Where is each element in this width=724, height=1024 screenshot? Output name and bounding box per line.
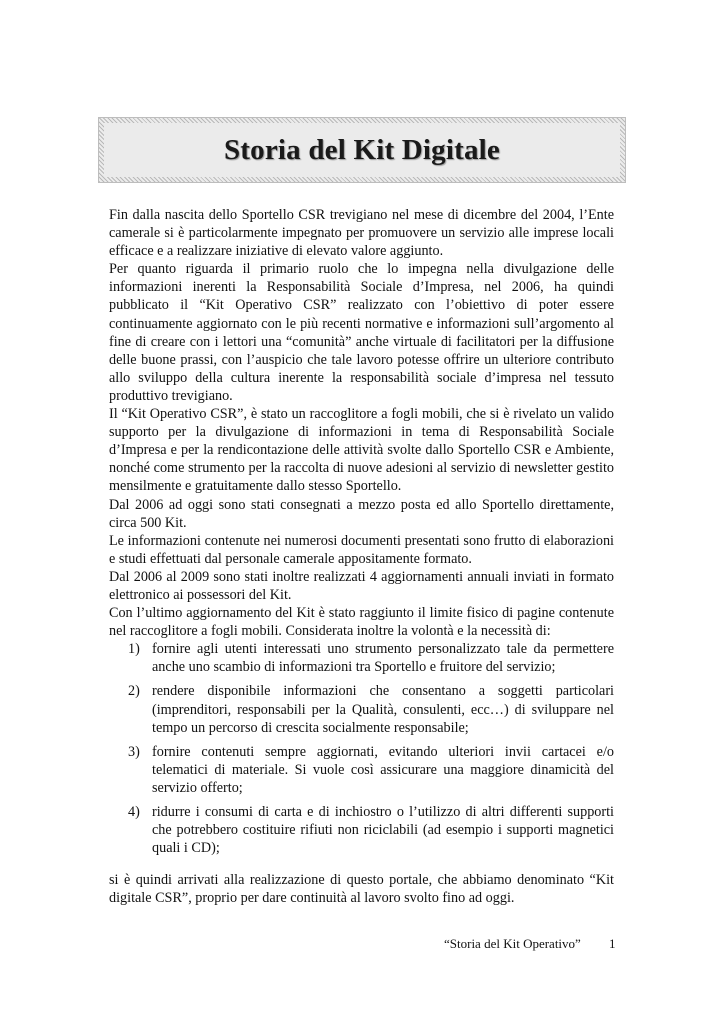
list-item-number: 3)	[128, 743, 140, 760]
paragraph: Dal 2006 ad oggi sono stati consegnati a mezzo posta ed allo Sportello direttamente, circa 500 Kit.	[109, 496, 614, 531]
closing-paragraph: si è quindi arrivati alla realizzazione di questo portale, che abbiamo denominato “Kit digitale CSR”, proprio per dare continuità al lavoro svolto fino ad oggi.	[109, 872, 614, 907]
body-text	[109, 206, 614, 907]
page-title: Storia del Kit Digitale	[223, 133, 501, 166]
list-item	[109, 682, 614, 736]
paragraph: Dal 2006 al 2009 sono stati inoltre realizzati 4 aggiornamenti annuali inviati in formato elettronico ai possessori del Kit.	[109, 568, 614, 603]
paragraph: Con l’ultimo aggiornamento del Kit è stato raggiunto il limite fisico di pagine contenute nel raccoglitore a fogli mobili. Considerata inoltre la volontà e la necessità di:	[109, 605, 614, 640]
list-item	[109, 743, 614, 797]
page-number: 1	[609, 936, 616, 951]
paragraph: Fin dalla nascita dello Sportello CSR trevigiano nel mese di dicembre del 2004, l’Ente camerale si è particolarmente impegnato per promuovere un servizio alle imprese locali efficace e a realizzare iniziative di elevato valore aggiunto.	[109, 207, 614, 260]
list-item-text: fornire agli utenti interessati uno strumento personalizzato tale da permettere anche uno scambio di informazioni tra Sportello e fruitore del servizio;	[152, 641, 614, 676]
paragraph: Per quanto riguarda il primario ruolo che lo impegna nella divulgazione delle informazioni inerenti la Responsabilità Sociale d’Impresa, nel 2006, ha quindi pubblicato il “Kit Operativo CSR” realizzato con l’obiettivo di poter essere continuamente aggiornato con le più recenti normative e informazioni sull’argomento al fine di creare con i lettori una “comunità” anche virtuale di facilitatori per la diffusione delle buone prassi, con l’auspicio che tale lavoro potesse offrire un ulteriore contributo allo sviluppo della cultura inerente la responsabilità sociale d’impresa nel tessuto produttivo trevigiano.	[109, 261, 614, 404]
list-item-number: 4)	[128, 804, 140, 820]
paragraph: Le informazioni contenute nei numerosi documenti presentati sono frutto di elaborazioni e studi effettuati dal personale camerale appositamente formato.	[109, 532, 614, 567]
list-item-number: 1)	[128, 641, 140, 658]
numbered-list	[109, 640, 614, 857]
footer-title: “Storia del Kit Operativo”	[444, 936, 581, 951]
list-item-text: rendere disponibile informazioni che consentano a soggetti particolari (imprenditori, responsabili per la Qualità, consulenti, ecc…) di sviluppare nel tempo un percorso di crescita socialmente responsabile;	[152, 683, 614, 736]
list-item-number: 2)	[128, 683, 140, 700]
title-banner	[98, 117, 626, 183]
list-item-text: ridurre i consumi di carta e di inchiostro o l’utilizzo di altri differenti supporti che potrebbero costituire rifiuti non riciclabili (ad esempio i supporti magnetici quali i CD);	[152, 804, 614, 857]
list-item-text: fornire contenuti sempre aggiornati, evitando ulteriori invii cartacei e/o telematici di materiale. Si vuole così assicurare una maggiore dinamicità del servizio offerto;	[152, 743, 614, 796]
paragraph: Il “Kit Operativo CSR”, è stato un raccoglitore a fogli mobili, che si è rivelato un valido supporto per la divulgazione di informazioni in tema di Responsabilità Sociale d’Impresa e per la rendicontazione delle attività svolte dallo Sportello CSR e Ambiente, nonché come strumento per la raccolta di nuove adesioni al servizio di newsletter gestito mensilmente e gratuitamente dallo stesso Sportello.	[109, 406, 614, 495]
list-item	[109, 803, 614, 857]
list-item	[109, 640, 614, 676]
title-banner-inner	[104, 123, 620, 177]
